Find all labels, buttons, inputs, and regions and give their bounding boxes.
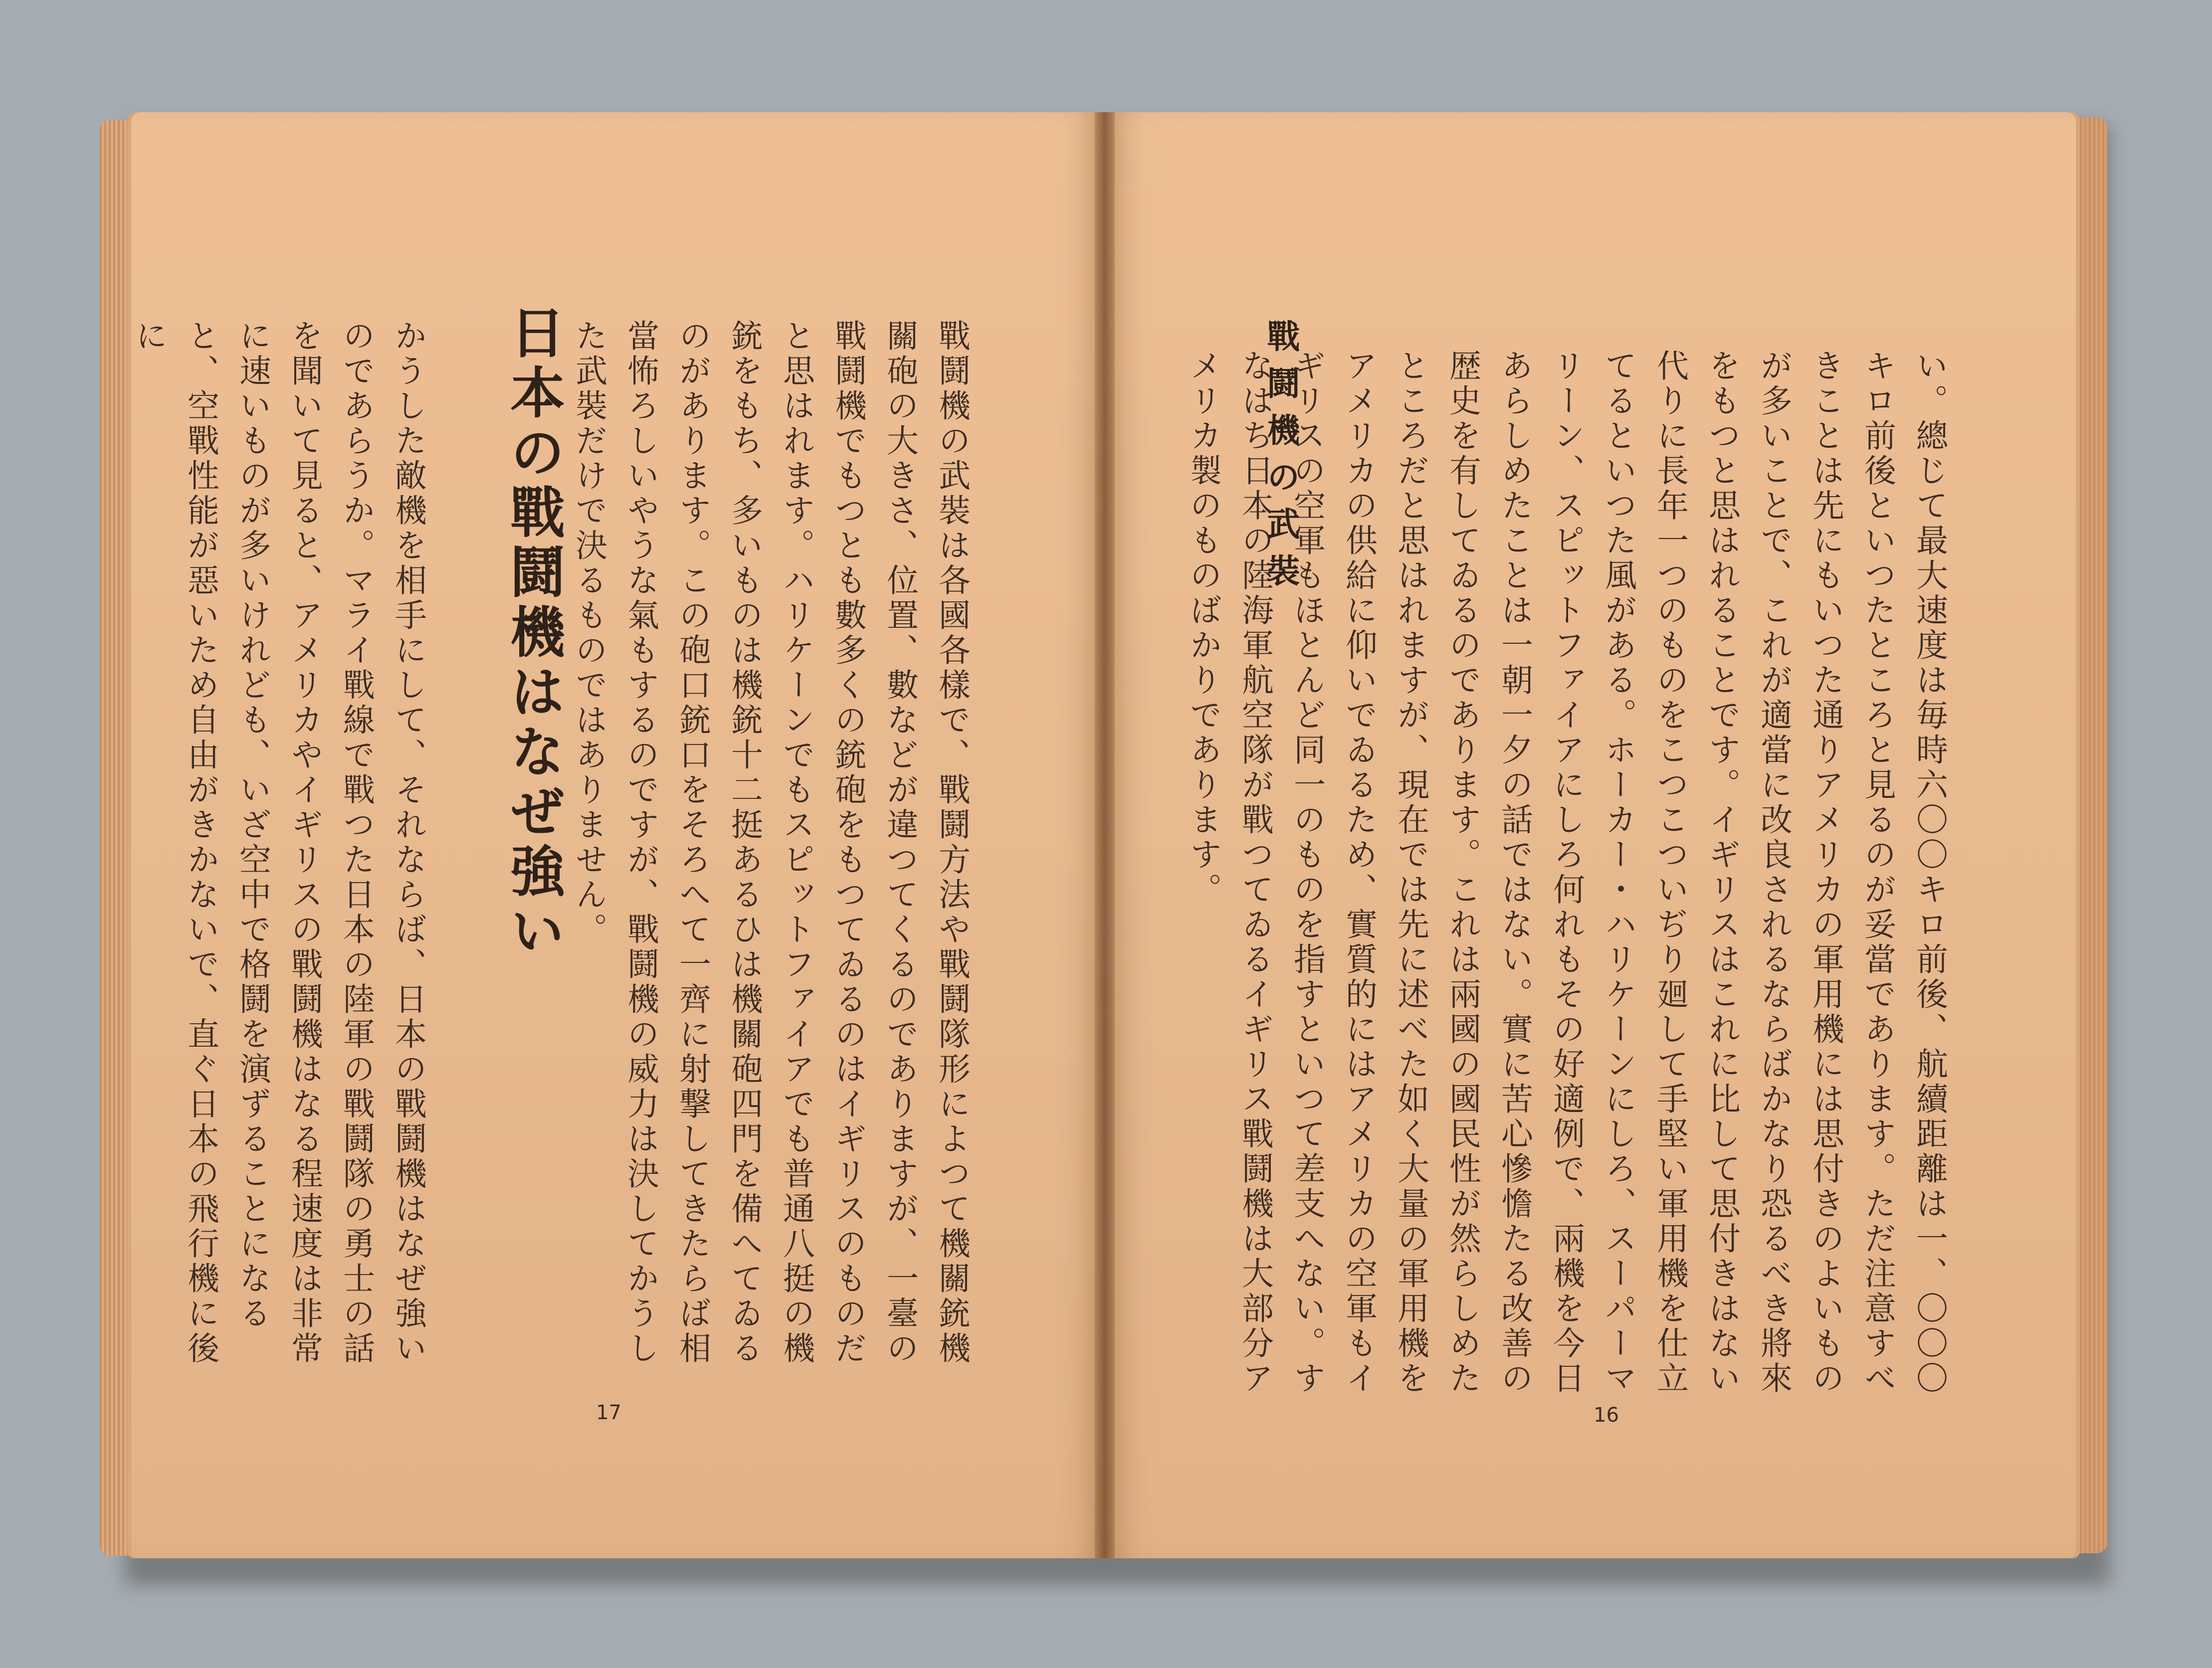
left-page-body-text-top: 戰鬪機の武裝は各國各樣で、戰鬪方法や戰鬪隊形によつて機關銃機關砲の大きさ、位置、數などが違つてくるのでありますが、一臺の戰鬪機でもつとも數多くの銃砲をもつてゐるのはイギリスのものだと思はれます。ハリケーンでもスピットファイアでも普通八挺の機銃をもち、多いものは機銃十二挺あるひは機關砲四門を備へてゐるのがあります。この砲口銃口をそろへて一齊に射撃してきたらば相當怖ろしいやうな氣もするのですが、戰鬪機の威力は決してかうした武裝だけで決るものではありません。 bbox=[570, 319, 970, 1366]
page-number-right: 16 bbox=[1594, 1404, 1619, 1427]
section-heading-armament: 戰鬪機の武裝 bbox=[1261, 319, 1300, 600]
chapter-heading: 日本の戰鬪機はなぜ強い bbox=[501, 304, 566, 962]
page-number-left: 17 bbox=[596, 1401, 621, 1424]
left-page-body-text-bottom: かうした敵機を相手にして、それならば、日本の戰鬪機はなぜ強いのであらうか。マライ戰線で戰つた日本の陸軍の戰鬪隊の勇士の話を聞いて見ると、アメリカやイギリスの戰鬪機はなる程速度は非常に速いものが多いけれども、いざ空中で格鬪を演ずることになると、空戰性能が惡いため自由がきかないで、直ぐ日本の飛行機に後に bbox=[130, 319, 426, 1366]
book-gutter bbox=[1095, 112, 1115, 1558]
right-page-body-text: い。總じて最大速度は毎時六〇〇キロ前後、航續距離は一、〇〇〇キロ前後といつたところと見るのが妥當であります。ただ注意すべきことは先にもいつた通りアメリカの軍用機には思付きのよいものが多いことで、これが適當に改良されるならばかなり恐るべき將來をもつと思はれることです。イギリスはこれに比して思付きはない代りに長年一つのものをこつこついぢり廻して手堅い軍用機を仕立てるといつた風がある。ホーカー・ハリケーンにしろ、スーパーマリーン、スピットファイアにしろ何れもその好適例で、兩機を今日あらしめたことは一朝一夕の話ではない。實に苦心慘憺たる改善の歴史を有してゐるのであります。これは兩國の國民性が然らしめたところだと思はれますが、現在では先に述べた如く大量の軍用機をアメリカの供給に仰いでゐるため、實質的にはアメリカの空軍もイギリスの空軍もほとんど同一のものを指すといつて差支へない。すなはち日本の陸海軍航空隊が戰つてゐるイギリス戰鬪機は大部分アメリカ製のものばかりであります。 bbox=[1185, 349, 1948, 1396]
page-edges-right bbox=[2077, 117, 2107, 1553]
